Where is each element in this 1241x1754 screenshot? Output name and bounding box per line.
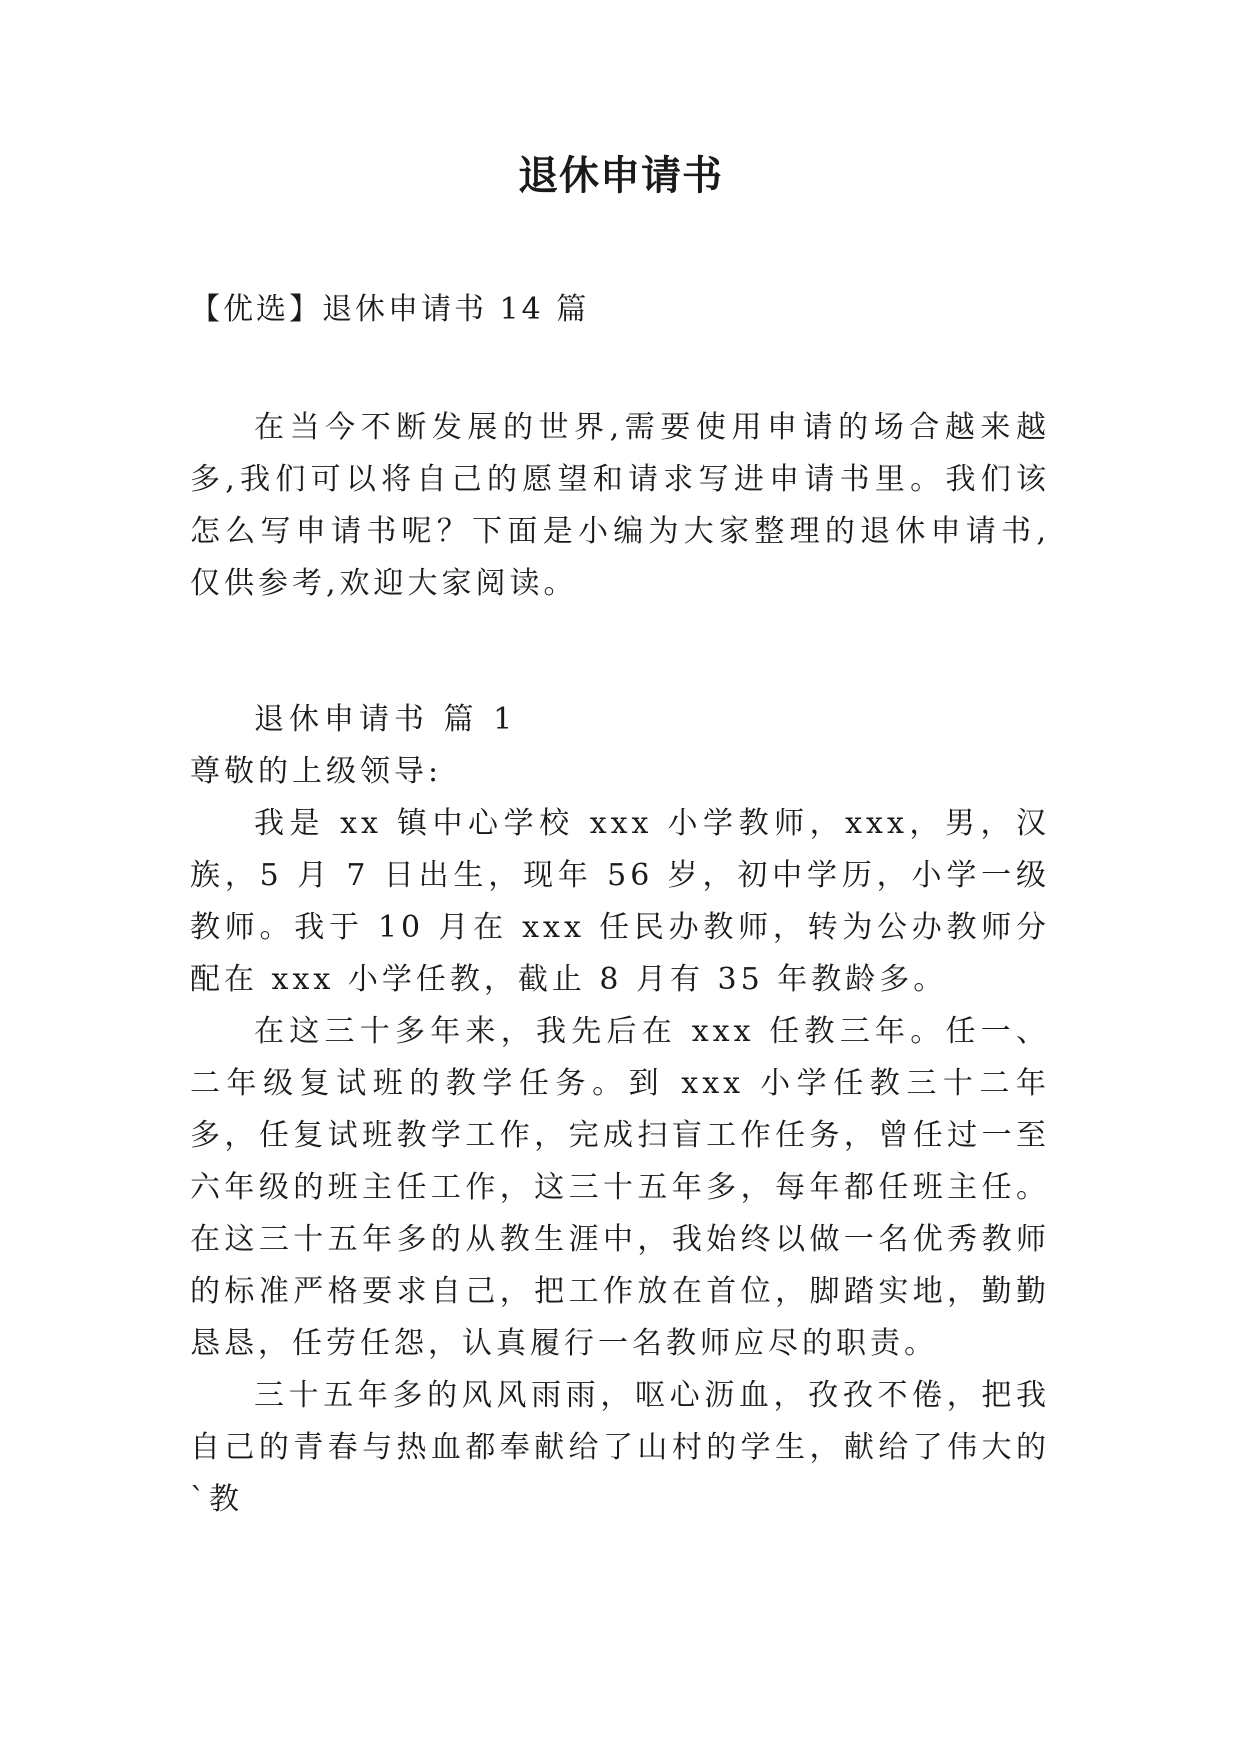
document-title: 退休申请书 <box>518 153 723 199</box>
salutation: 尊敬的上级领导: <box>190 754 443 789</box>
intro-section <box>190 402 1050 610</box>
document-subtitle: 【优选】退休申请书 14 篇 <box>190 292 590 327</box>
intro-paragraph: 在当今不断发展的世界,需要使用申请的场合越来越多,我们可以将自己的愿望和请求写进申请书里。我们该怎么写申请书呢？下面是小编为大家整理的退休申请书,仅供参考,欢迎大家阅读。 <box>190 410 1050 601</box>
body-paragraph: 我是 xx 镇中心学校 xxx 小学教师，xxx，男，汉族，5 月 7 日出生，现年 56 岁，初中学历，小学一级教师。我于 10 月在 xxx 任民办教师，转为公办教师分配在 xxx 小学任教，截止 8 月有 35 年教龄多。 <box>190 806 1050 997</box>
article-section <box>190 694 1050 1526</box>
section-heading: 退休申请书 篇 1 <box>254 702 518 737</box>
body-paragraph: 在这三十多年来，我先后在 xxx 任教三年。任一、二年级复试班的教学任务。到 xxx 小学任教三十二年多，任复试班教学工作，完成扫盲工作任务，曾任过一至六年级的班主任工作，这三十五年多，每年都任班主任。在这三十五年多的从教生涯中，我始终以做一名优秀教师的标准严格要求自己，把工作放在首位，脚踏实地，勤勤恳恳，任劳任怨，认真履行一名教师应尽的职责。 <box>190 1014 1050 1361</box>
body-paragraph: 三十五年多的风风雨雨，呕心沥血，孜孜不倦，把我自己的青春与热血都奉献给了山村的学生，献给了伟大的`教 <box>190 1378 1050 1517</box>
